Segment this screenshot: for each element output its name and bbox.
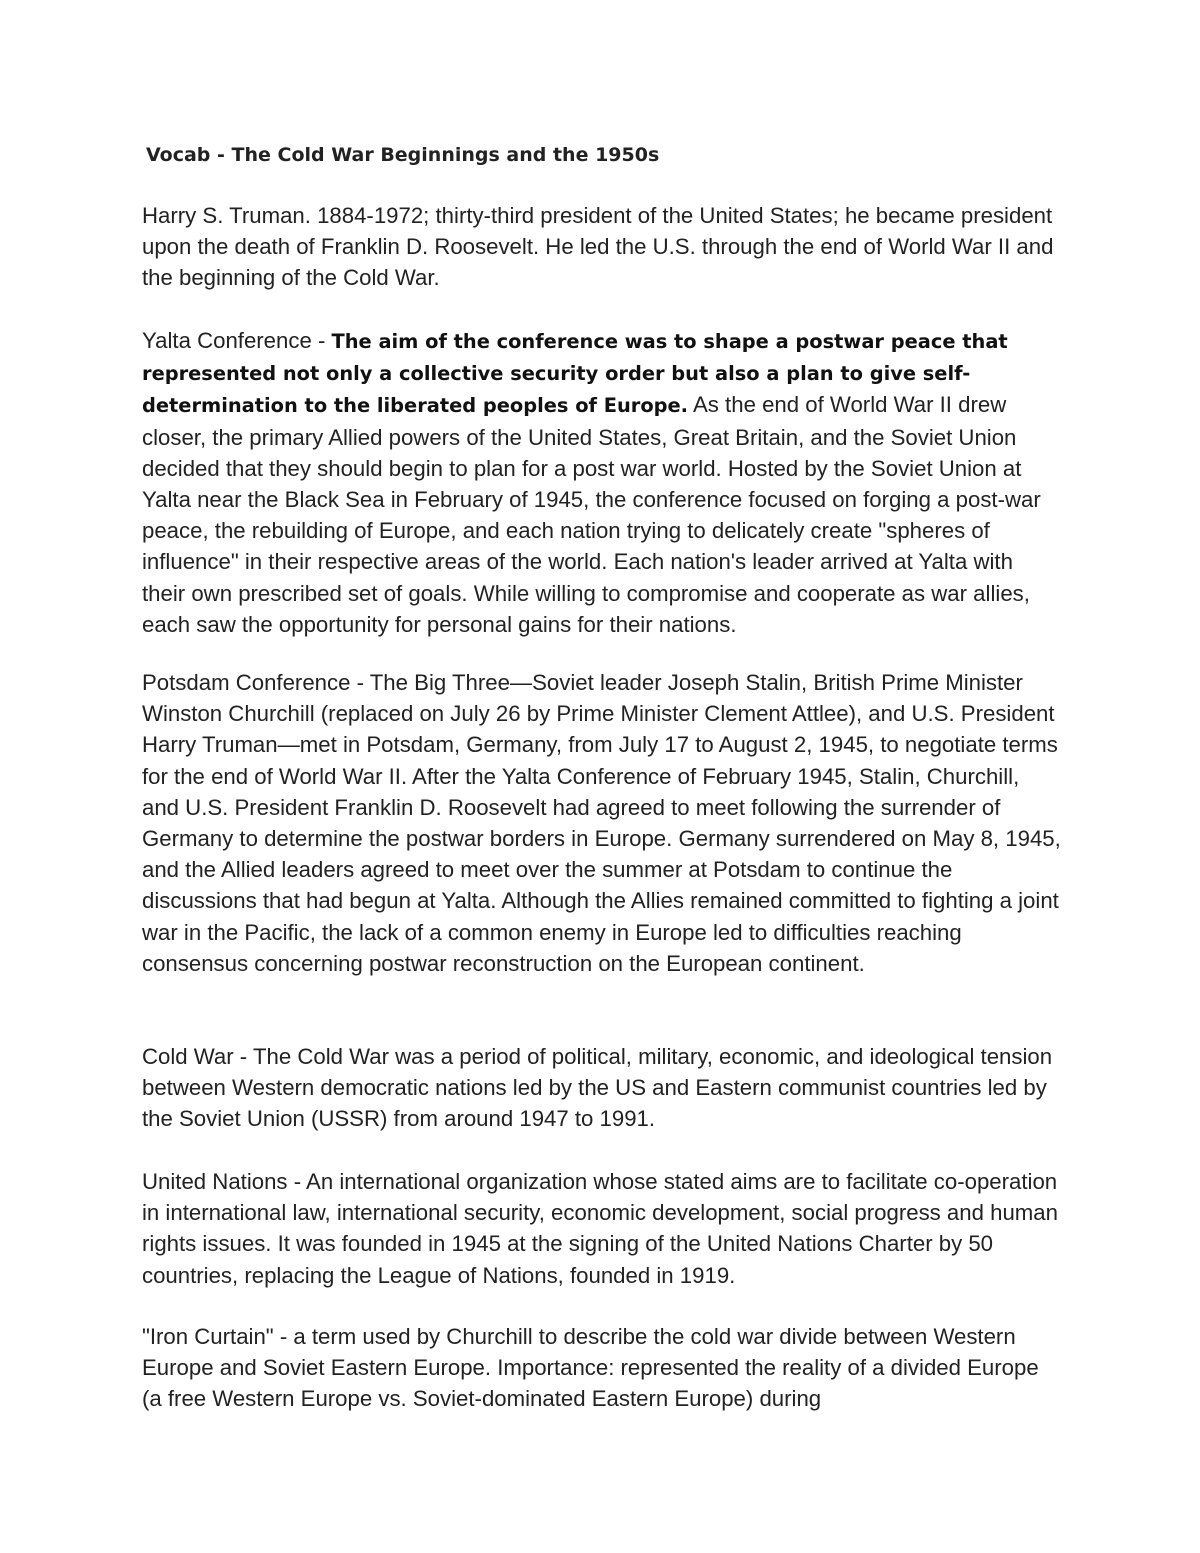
entry-yalta-description: As the end of World War II drew closer, the primary Allied powers of the United States, Great Britain, and the Soviet Union decided that they should begin to plan for a post war world. Hosted by the Soviet Union at Yalta near the Black Sea in February of 1945, the conference focused on forging a post-war peace, the rebuilding of Europe, and each nation trying to delicately create "spheres of influence" in their respective areas of the world. Each nation's leader arrived at Yalta with their own prescribed set of goals. While willing to compromise and cooperate as war allies, each saw the opportunity for personal gains for their nations. [142,392,1041,637]
entry-harry-truman: Harry S. Truman. 1884-1972; thirty-third president of the United States; he became president upon the death of Franklin D. Roosevelt. He led the U.S. through the end of World War II and the beginning of the Cold War. [142,203,1054,291]
entry-iron-curtain: "Iron Curtain" - a term used by Churchill to describe the cold war divide between Western Europe and Soviet Eastern Europe. Importance: represented the reality of a divided Europe (a free Western Europe vs. Soviet-dominated Eastern Europe) during [142,1324,1039,1412]
entry-cold-war: Cold War - The Cold War was a period of political, military, economic, and ideological tension between Western democratic nations led by the US and Eastern communist countries led by the Soviet Union (USSR) from around 1947 to 1991. [142,1044,1053,1132]
entry-yalta-conference [142,325,1062,640]
entry-united-nations: United Nations - An international organization whose stated aims are to facilitate co-operation in international law, international security, economic development, social progress and human rights issues. It was founded in 1945 at the signing of the United Nations Charter by 50 countries, replacing the League of Nations, founded in 1919. [142,1169,1058,1288]
document-title: Vocab - The Cold War Beginnings and the 1950s [146,144,660,166]
entry-yalta-term: Yalta Conference - [142,328,332,353]
entry-potsdam-conference: Potsdam Conference - The Big Three—Soviet leader Joseph Stalin, British Prime Minister Winston Churchill (replaced on July 26 by Prime Minister Clement Attlee), and U.S. President Harry Truman—met in Potsdam, Germany, from July 17 to August 2, 1945, to negotiate terms for the end of World War II. After the Yalta Conference of February 1945, Stalin, Churchill, and U.S. President Franklin D. Roosevelt had agreed to meet following the surrender of Germany to determine the postwar borders in Europe. Germany surrendered on May 8, 1945, and the Allied leaders agreed to meet over the summer at Potsdam to continue the discussions that had begun at Yalta. Although the Allies remained committed to fighting a joint war in the Pacific, the lack of a common enemy in Europe led to difficulties reaching consensus concerning postwar reconstruction on the European continent. [142,670,1061,976]
entry-yalta-bold-summary: The aim of the conference was to shape a postwar peace that represented not only a collective security order but also a plan to give self-determination to the liberated peoples of Europe. [142,330,1008,418]
